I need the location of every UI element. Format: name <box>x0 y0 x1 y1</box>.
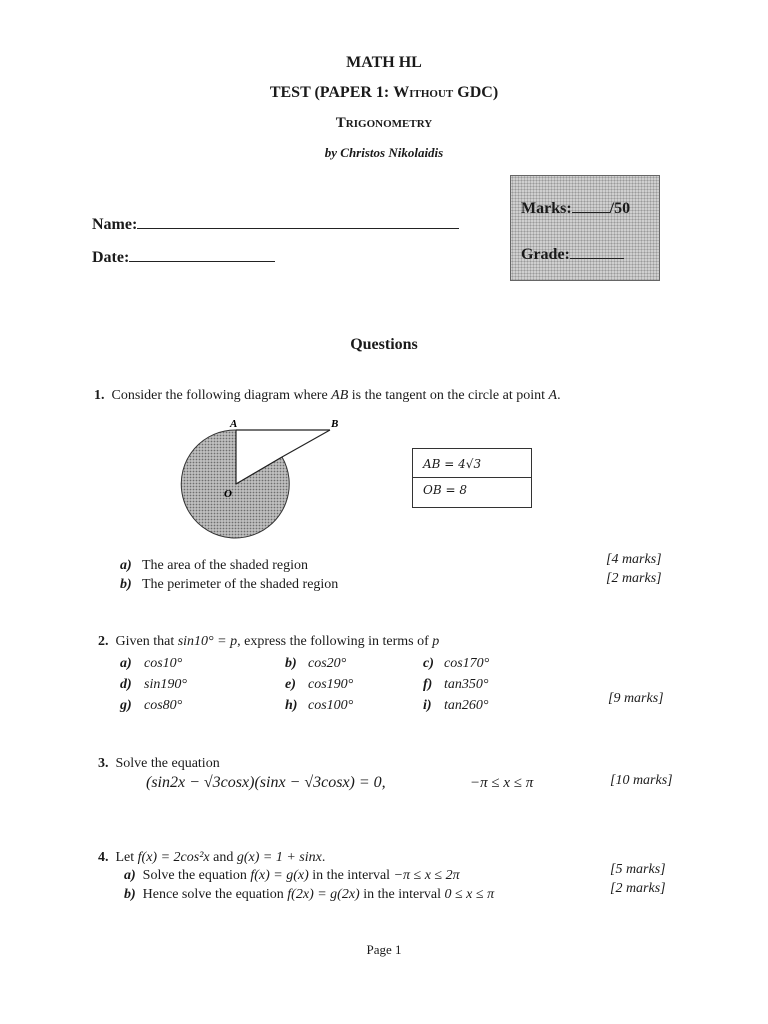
q1-number: 1. <box>94 388 105 403</box>
doc-topic: Trigonometry <box>335 115 433 131</box>
q4-prefix: Let <box>115 850 138 865</box>
marks-total: /50 <box>609 200 631 217</box>
q1b-text: The perimeter of the shaded region <box>142 577 339 592</box>
doc-subtitle <box>0 84 768 102</box>
q2-item-label: f) <box>423 677 433 692</box>
q4b-mid: in the interval <box>359 887 445 902</box>
q4-and: and <box>209 850 237 865</box>
q2-item-expr: cos10° <box>144 656 183 671</box>
q2-number: 2. <box>98 634 109 649</box>
q2-item-label: i) <box>423 698 432 713</box>
q1-prefix: Consider the following diagram where <box>111 388 332 403</box>
q2-suffix: , express the following in terms of <box>237 634 433 649</box>
name-blank <box>137 214 459 229</box>
q2-p: p <box>432 634 440 649</box>
q4b-interval: 0 ≤ x ≤ π <box>444 887 495 902</box>
q4a-eq: f(x) = g(x) <box>250 868 309 883</box>
q2-statement <box>98 634 439 650</box>
section-title: Questions <box>350 336 418 353</box>
q3-interval: −π ≤ x ≤ π <box>470 775 534 791</box>
q2-item-label: c) <box>423 656 434 671</box>
name-label: Name: <box>92 216 138 233</box>
q3-number: 3. <box>98 756 109 771</box>
label-o: O <box>224 488 232 500</box>
q1-end: . <box>557 388 561 403</box>
q1b-label: b) <box>120 577 132 592</box>
q2-item-label: a) <box>120 656 132 671</box>
q4-f: f(x) = 2cos²x <box>137 850 210 865</box>
q1-statement <box>94 388 561 404</box>
q2-item-label: g) <box>120 698 132 713</box>
q1a-text: The area of the shaded region <box>142 558 308 573</box>
q3-text: Solve the equation <box>115 756 220 771</box>
q4a-label: a) <box>124 868 136 883</box>
q1a-label: a) <box>120 558 132 573</box>
date-blank <box>129 247 275 262</box>
shaded-region <box>181 430 289 538</box>
q4a-marks: [5 marks] <box>610 862 666 877</box>
q1-middle: is the tangent on the circle at point <box>348 388 549 403</box>
q4b-pre: Hence solve the equation <box>142 887 288 902</box>
grade-field <box>521 246 624 264</box>
q4-number: 4. <box>98 850 109 865</box>
name-field <box>92 214 459 234</box>
q3-equation: (sin2x − √3cosx)(sinx − √3cosx) = 0, <box>146 774 386 791</box>
q2-item-expr: cos20° <box>308 656 347 671</box>
q2-item-label: h) <box>285 698 298 713</box>
q4-g: g(x) = 1 + sinx <box>236 850 322 865</box>
q1-ab: AB <box>331 388 349 403</box>
secant-line-ob <box>282 430 330 457</box>
q2-item-expr: cos80° <box>144 698 183 713</box>
q2-item-expr: cos100° <box>308 698 354 713</box>
q4a-pre: Solve the equation <box>142 868 251 883</box>
q1b-marks: [2 marks] <box>606 571 662 586</box>
q2-item-expr: sin190° <box>144 677 187 692</box>
q1a-marks: [4 marks] <box>606 552 662 567</box>
q4a-line <box>124 868 460 884</box>
q2-prefix: Given that <box>115 634 178 649</box>
marks-blank <box>572 200 610 213</box>
grade-label: Grade: <box>521 246 570 263</box>
date-field <box>92 247 275 267</box>
score-box <box>510 175 660 281</box>
subtitle-prefix: TEST (PAPER 1: <box>269 84 394 101</box>
q3-statement <box>98 756 220 772</box>
given-ob: OB = 8 <box>423 483 467 497</box>
label-a: A <box>230 418 238 430</box>
q3-marks: [10 marks] <box>610 773 673 788</box>
q2-item-label: b) <box>285 656 297 671</box>
q4b-line <box>124 887 494 903</box>
doc-title: MATH HL <box>346 54 422 71</box>
q4b-eq: f(2x) = g(2x) <box>287 887 360 902</box>
q4-end: . <box>321 850 326 865</box>
subtitle-smallcaps: Without <box>393 84 454 101</box>
q1-given-box <box>412 448 532 508</box>
given-divider <box>413 477 531 478</box>
q4-statement <box>98 850 325 866</box>
q1-a: A <box>548 388 558 403</box>
date-label: Date: <box>92 249 130 266</box>
q2-item-label: d) <box>120 677 132 692</box>
q4a-mid: in the interval <box>308 868 394 883</box>
given-ab: AB = 4√3 <box>423 457 482 471</box>
marks-field <box>521 200 630 218</box>
grade-blank <box>570 246 624 259</box>
q2-item-expr: cos190° <box>308 677 354 692</box>
q1-diagram <box>168 416 348 544</box>
q4a-interval: −π ≤ x ≤ 2π <box>393 868 460 883</box>
q4b-marks: [2 marks] <box>610 881 666 896</box>
subtitle-suffix: GDC) <box>453 84 499 101</box>
q2-item-label: e) <box>285 677 296 692</box>
q2-marks: [9 marks] <box>608 691 664 706</box>
marks-label: Marks: <box>521 200 572 217</box>
q4b-label: b) <box>124 887 136 902</box>
page-number: Page 1 <box>366 942 402 957</box>
doc-author: by Christos Nikolaidis <box>324 145 444 160</box>
q2-given: sin10° = p <box>177 634 238 649</box>
label-b: B <box>331 418 339 430</box>
q2-item-expr: tan350° <box>444 677 489 692</box>
q2-item-expr: tan260° <box>444 698 489 713</box>
q2-item-expr: cos170° <box>444 656 490 671</box>
